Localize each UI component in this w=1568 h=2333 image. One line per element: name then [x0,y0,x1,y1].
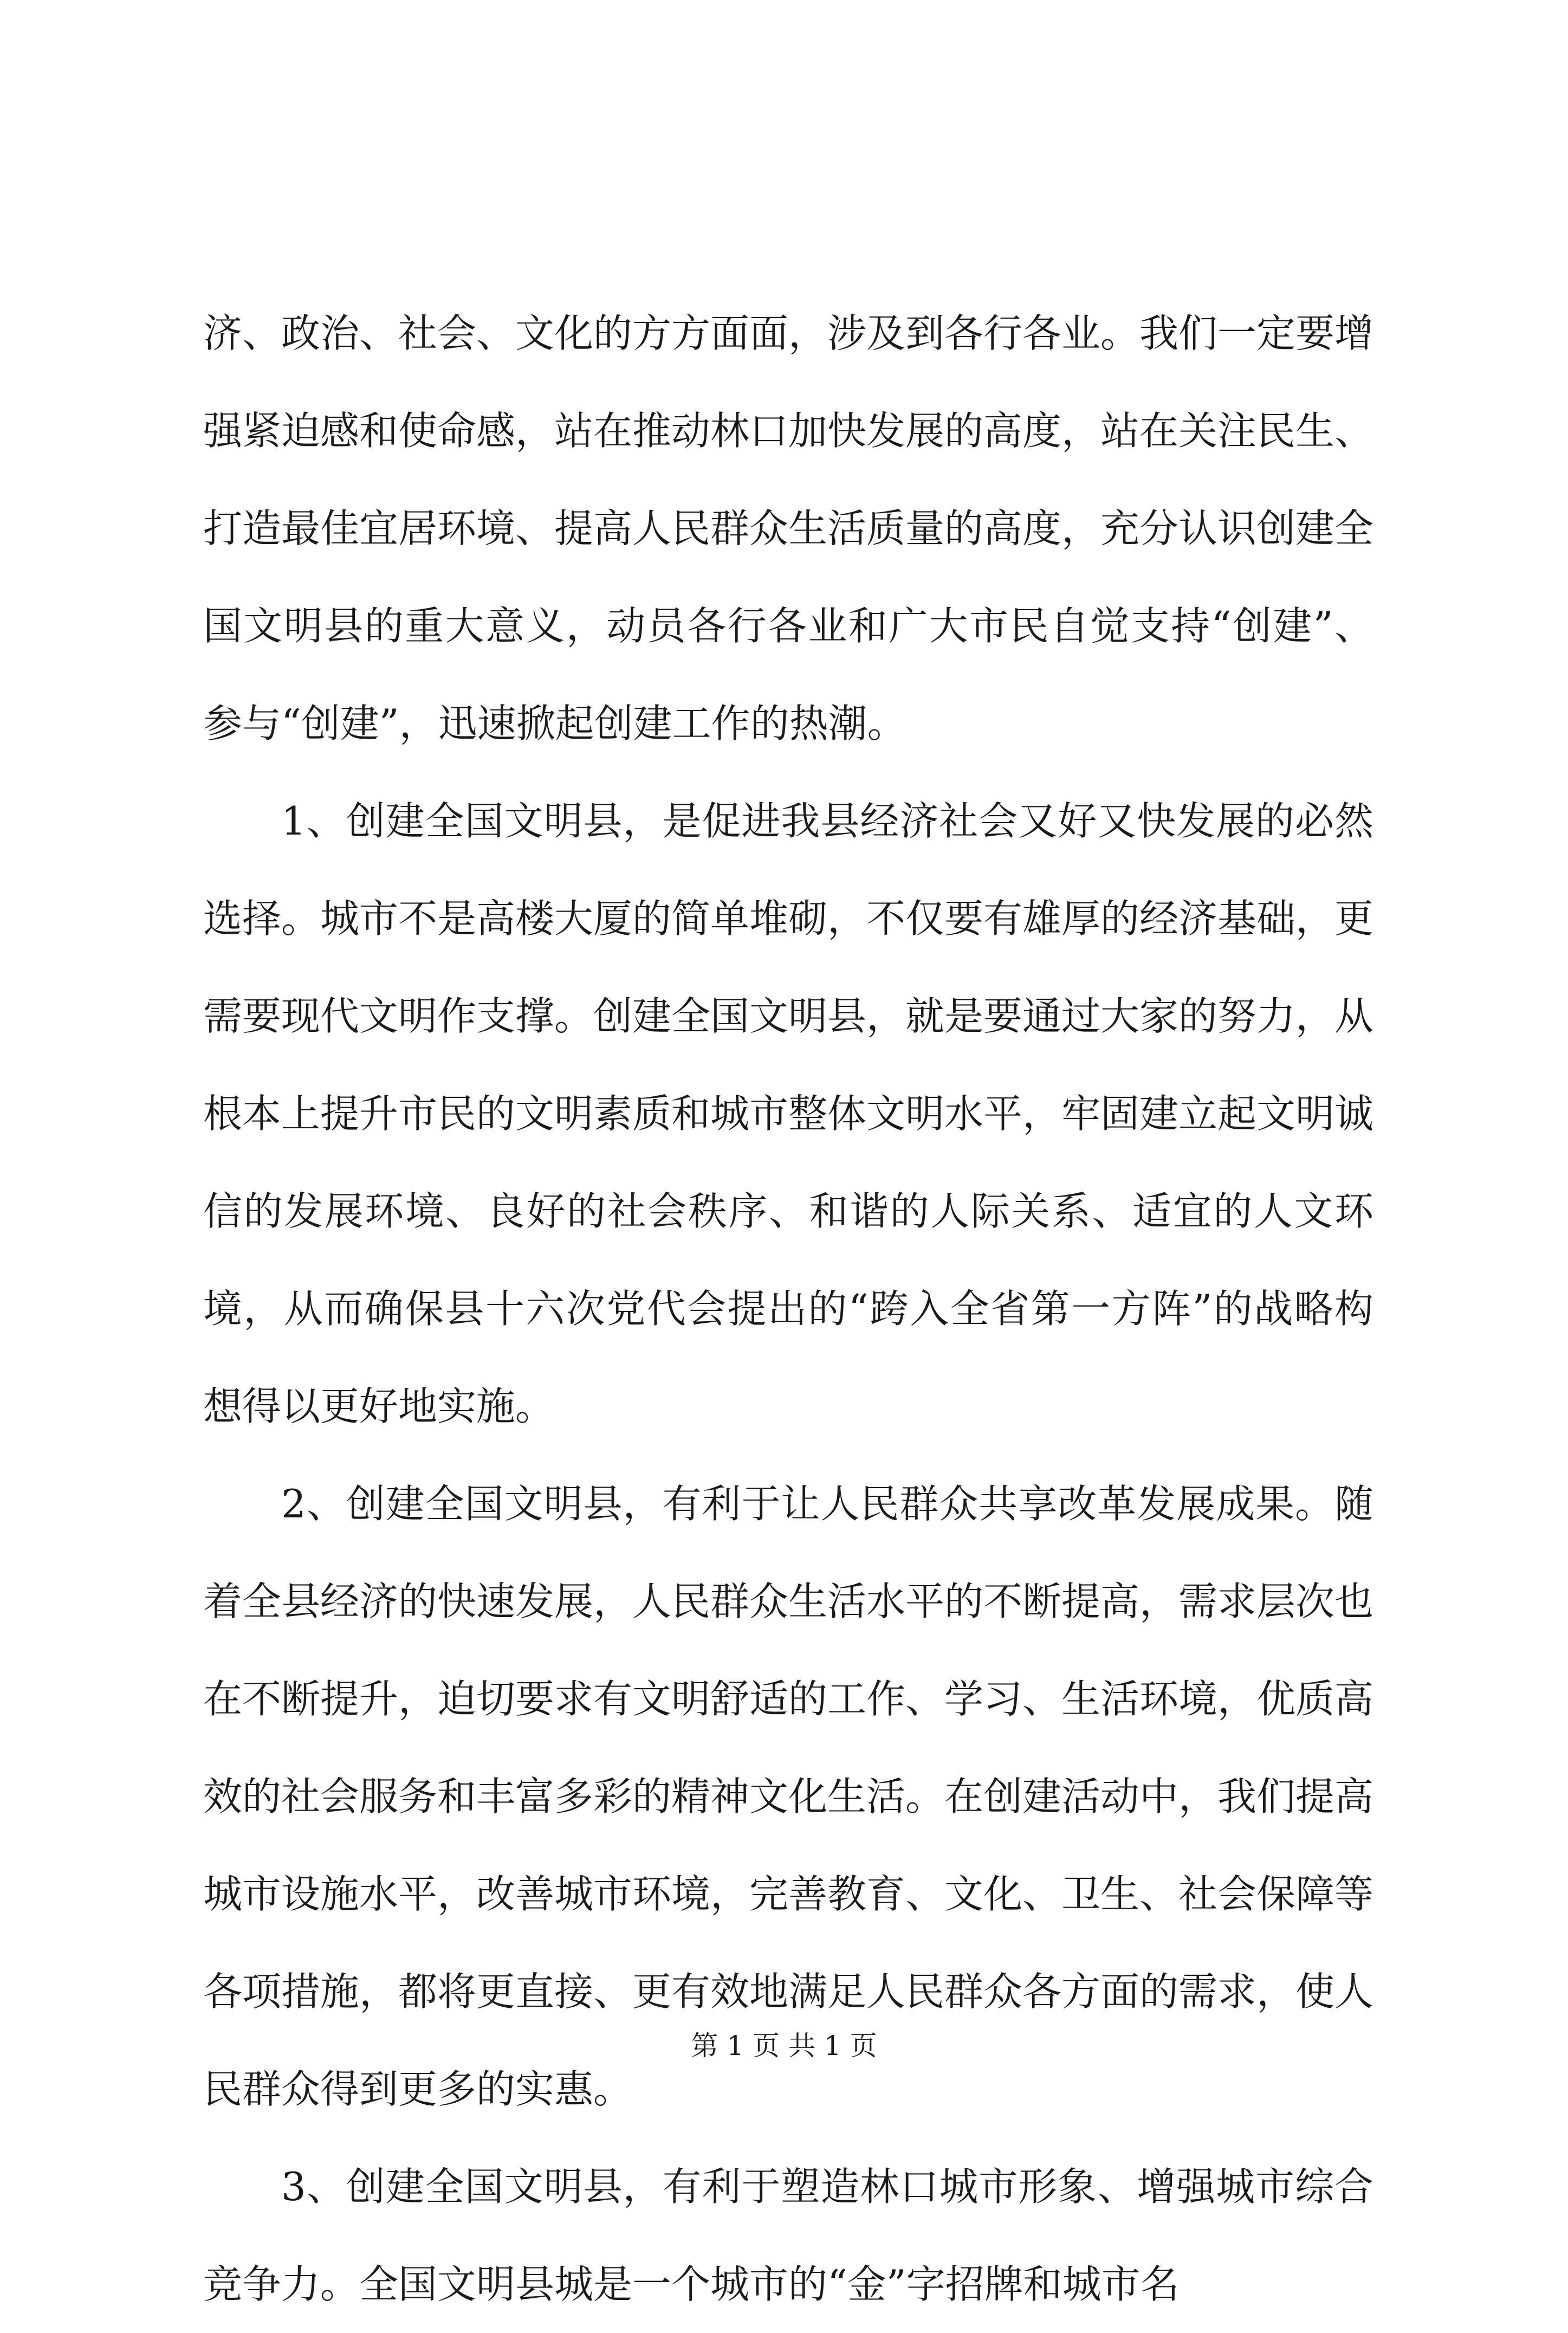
document-body [203,285,1373,2333]
paragraph-item-1: 1、创建全国文明县，是促进我县经济社会又好又快发展的必然选择。城市不是高楼大厦的简单堆砌，不仅要有雄厚的经济基础，更需要现代文明作支撑。创建全国文明县，就是要通过大家的努力，从根本上提升市民的文明素质和城市整体文明水平，牢固建立起文明诚信的发展环境、良好的社会秩序、和谐的人际关系、适宜的人文环境，从而确保县十六次党代会提出的“跨入全省第一方阵”的战略构想得以更好地实施。 [203,798,1374,1429]
paragraph-continuation: 济、政治、社会、文化的方方面面，涉及到各行各业。我们一定要增强紧迫感和使命感，站在推动林口加快发展的高度，站在关注民生、打造最佳宜居环境、提高人民群众生活质量的高度，充分认识创建全国文明县的重大意义，动员各行各业和广大市民自觉支持“创建”、参与“创建”，迅速掀起创建工作的热潮。 [203,311,1374,746]
paragraph-item-2: 2、创建全国文明县，有利于让人民群众共享改革发展成果。随着全县经济的快速发展，人民群众生活水平的不断提高，需求层次也在不断提升，迫切要求有文明舒适的工作、学习、生活环境，优质高效的社会服务和丰富多彩的精神文化生活。在创建活动中，我们提高城市设施水平，改善城市环境，完善教育、文化、卫生、社会保障等各项措施，都将更直接、更有效地满足人民群众各方面的需求，使人民群众得到更多的实惠。 [203,1481,1374,2112]
page-footer: 第 1 页 共 1 页 [691,2030,877,2061]
paragraph-item-3: 3、创建全国文明县，有利于塑造林口城市形象、增强城市综合竞争力。全国文明县城是一个城市的“金”字招牌和城市名 [203,2164,1373,2307]
